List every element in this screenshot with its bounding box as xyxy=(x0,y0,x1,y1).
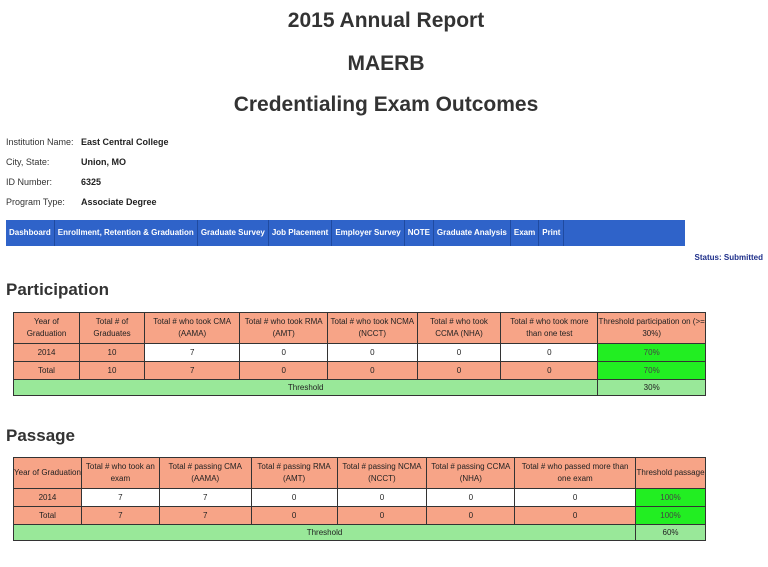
nav-graduate-survey[interactable]: Graduate Survey xyxy=(198,220,269,246)
report-title: 2015 Annual Report xyxy=(287,9,485,32)
passage-header-cell: Total # passing RMA (AMT) xyxy=(251,458,337,489)
city-state-value: Union, MO xyxy=(81,157,126,167)
table-cell: 0 xyxy=(251,489,337,507)
table-row xyxy=(14,489,706,507)
table-cell: 70% xyxy=(598,344,706,362)
program-type-value: Associate Degree xyxy=(81,197,157,207)
program-type-label: Program Type: xyxy=(6,197,65,207)
threshold-value: 30% xyxy=(598,380,706,396)
participation-header-cell: Total # who took NCMA (NCCT) xyxy=(327,313,417,344)
report-subtitle: MAERB xyxy=(347,52,425,75)
threshold-row xyxy=(14,525,706,541)
table-cell: 10 xyxy=(80,344,145,362)
city-state-row xyxy=(6,157,126,167)
passage-heading: Passage xyxy=(6,426,75,445)
passage-header-cell: Threshold passage xyxy=(636,458,706,489)
nav-exam[interactable]: Exam xyxy=(511,220,539,246)
passage-header-cell: Total # passing NCMA (NCCT) xyxy=(337,458,427,489)
nav-job-placement[interactable]: Job Placement xyxy=(269,220,332,246)
passage-header-cell: Year of Graduation xyxy=(14,458,82,489)
institution-name-label: Institution Name: xyxy=(6,137,74,147)
table-cell: 0 xyxy=(427,489,515,507)
table-cell: 2014 xyxy=(14,344,80,362)
table-cell: 0 xyxy=(240,362,328,380)
table-cell: 7 xyxy=(159,489,251,507)
table-cell: 2014 xyxy=(14,489,82,507)
threshold-row xyxy=(14,380,706,396)
nav-note[interactable]: NOTE xyxy=(405,220,434,246)
table-row xyxy=(14,507,706,525)
participation-header-cell: Total # who took CMA (AAMA) xyxy=(144,313,239,344)
table-cell: 0 xyxy=(240,344,328,362)
threshold-label: Threshold xyxy=(14,525,636,541)
table-cell: 0 xyxy=(251,507,337,525)
table-cell: 0 xyxy=(427,507,515,525)
table-cell: Total xyxy=(14,362,80,380)
table-cell: 0 xyxy=(515,507,636,525)
passage-header-cell: Total # passing CCMA (NHA) xyxy=(427,458,515,489)
program-type-row xyxy=(6,197,157,207)
passage-header-cell: Total # who passed more than one exam xyxy=(515,458,636,489)
table-row xyxy=(14,344,706,362)
table-cell: 0 xyxy=(337,507,427,525)
participation-header-cell: Total # who took CCMA (NHA) xyxy=(417,313,501,344)
table-cell: 10 xyxy=(80,362,145,380)
institution-name-value: East Central College xyxy=(81,137,169,147)
city-state-label: City, State: xyxy=(6,157,50,167)
table-cell: 7 xyxy=(144,344,239,362)
table-cell: 0 xyxy=(327,344,417,362)
participation-header-cell: Total # who took RMA (AMT) xyxy=(240,313,328,344)
nav-enrollment-retention-graduation[interactable]: Enrollment, Retention & Graduation xyxy=(55,220,198,246)
table-cell: 100% xyxy=(636,507,706,525)
threshold-value: 60% xyxy=(636,525,706,541)
passage-table xyxy=(13,457,706,541)
participation-header-cell: Year of Graduation xyxy=(14,313,80,344)
table-cell: 7 xyxy=(144,362,239,380)
threshold-label: Threshold xyxy=(14,380,598,396)
report-heading: Credentialing Exam Outcomes xyxy=(233,93,539,116)
participation-header-cell: Total # who took more than one test xyxy=(501,313,598,344)
status-label: Status: Submitted xyxy=(694,253,763,262)
table-cell: 0 xyxy=(515,489,636,507)
table-cell: 0 xyxy=(501,362,598,380)
table-cell: 0 xyxy=(501,344,598,362)
participation-heading: Participation xyxy=(6,280,109,299)
nav-employer-survey[interactable]: Employer Survey xyxy=(332,220,404,246)
table-cell: 7 xyxy=(81,507,159,525)
table-cell: 100% xyxy=(636,489,706,507)
nav-dashboard[interactable]: Dashboard xyxy=(6,220,55,246)
nav-graduate-analysis[interactable]: Graduate Analysis xyxy=(434,220,511,246)
institution-name-row xyxy=(6,137,169,147)
participation-header-row xyxy=(14,313,706,344)
id-number-row xyxy=(6,177,101,187)
main-nav xyxy=(6,220,685,246)
nav-print[interactable]: Print xyxy=(539,220,564,246)
participation-header-cell: Total # of Graduates xyxy=(80,313,145,344)
table-cell: 0 xyxy=(327,362,417,380)
passage-header-cell: Total # passing CMA (AAMA) xyxy=(159,458,251,489)
table-row xyxy=(14,362,706,380)
id-number-value: 6325 xyxy=(81,177,102,187)
table-cell: 0 xyxy=(417,344,501,362)
id-number-label: ID Number: xyxy=(6,177,53,187)
participation-header-cell: Threshold participation on (>= 30%) xyxy=(598,313,706,344)
table-cell: 70% xyxy=(598,362,706,380)
passage-header-row xyxy=(14,458,706,489)
table-cell: Total xyxy=(14,507,82,525)
table-cell: 0 xyxy=(417,362,501,380)
participation-table xyxy=(13,312,706,396)
table-cell: 7 xyxy=(159,507,251,525)
table-cell: 7 xyxy=(81,489,159,507)
table-cell: 0 xyxy=(337,489,427,507)
passage-header-cell: Total # who took an exam xyxy=(81,458,159,489)
